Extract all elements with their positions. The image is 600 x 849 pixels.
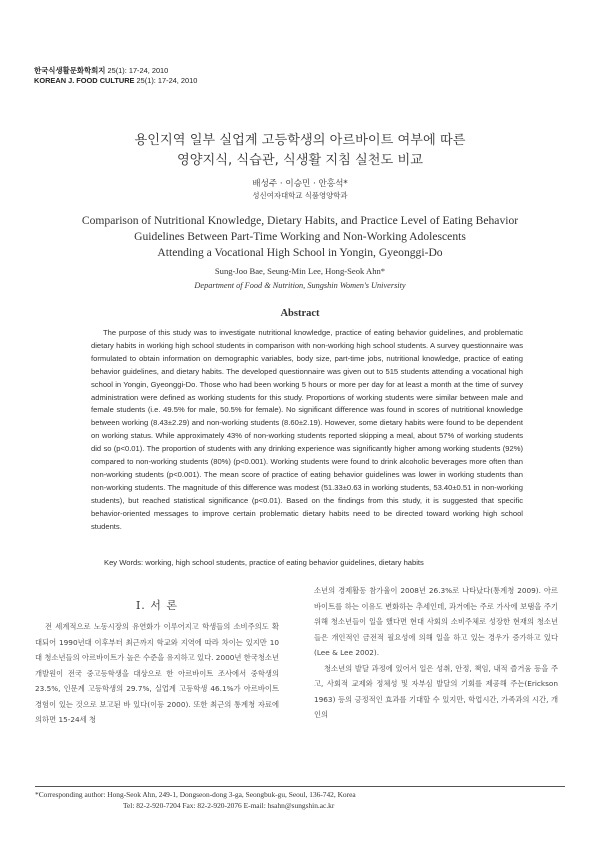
abstract-heading: Abstract — [280, 308, 320, 319]
keywords-label: Key Words: — [104, 558, 144, 567]
title-en-line3: Attending a Vocational High School in Yongin, Gyeonggi-Do — [157, 246, 443, 259]
title-ko-line2: 영양지식, 식습관, 식생활 지침 실천도 비교 — [177, 153, 423, 168]
title-en-line2: Guidelines Between Part-Time Working and Non-Working Adolescents — [134, 230, 466, 243]
title-ko — [40, 131, 560, 171]
keywords-text: working, high school students, practice of eating behavior guidelines, dietary habits — [145, 558, 424, 567]
intro-paragraph-2: 청소년의 발달 과정에 있어서 일은 성취, 안정, 책임, 내적 즐거움 등을 주고, 사회적 교제와 정체성 및 자부심 발달의 기회를 제공해 주는(Erickson 1963) 등의 긍정적인 효과를 기대할 수 있지만, 학업시간, 가족과의 시간, 개인의 — [314, 663, 558, 719]
journal-header-ko — [34, 66, 168, 75]
journal-citation-en: 25(1): 17-24, 2010 — [136, 76, 198, 85]
footnote-line2: Tel: 82-2-920-7204 Fax: 82-2-920-2076 E-mail: hsahn@sungshin.ac.kr — [123, 801, 335, 810]
keywords — [104, 558, 424, 567]
footnote-divider — [35, 786, 565, 787]
authors-ko: 배성주 · 이승민 · 안홍석* — [252, 179, 348, 189]
journal-citation-ko: 25(1): 17-24, 2010 — [107, 66, 169, 75]
journal-name-ko: 한국식생활문화학회지 — [34, 66, 106, 75]
intro-paragraph-1: 전 세계적으로 노동시장의 유연화가 이루어지고 학생들의 소비주의도 확대되어 1990년대 이후부터 최근까지 학교와 지역에 따라 차이는 있지만 10대 청소년들의 아르바이트가 높은 수준을 유지하고 있다. 2000년 한국청소년개발원이 전국 중고등학생을 대상으로 한 아르바이트 조사에서 중학생의 23.5%, 인문계 고등학생의 29.7%, 실업계 고등학생 46.1%가 아르바이트 경험이 있는 것으로 보고된 바 있다(이등 2000). 또한 최근의 통계청 자료에 의하면 15-24세 청 — [35, 622, 279, 724]
affiliation-ko: 성신여자대학교 식품영양학과 — [252, 191, 348, 200]
section-heading-introduction: I. 서 론 — [135, 599, 179, 612]
title-ko-line1: 용인지역 일부 실업계 고등학생의 아르바이트 여부에 따른 — [134, 133, 466, 148]
abstract-body: The purpose of this study was to investigate nutritional knowledge, practice of eating behavior guidelines, and problematic dietary habits in working high school students in comparison with non-working high school students. A survey questionnaire was formulated to obtain information on demographic variables, body size, part-time jobs, nutritional knowledge, practice of eating behavior guidelines, and dietary habits. The developed questionnaire was given out to 515 students attending a vocational high school in Yongin, Gyeonggi-Do. Those who had been working 5 hours or more per day for at least a month at the time of survey administration were defined as working students for this study. Proportions of working students were similar between male and female students (i.e. 49.5% for male, 50.5% for female). No significant difference was found in scores of nutritional knowledge between working (8.43±2.29) and non-working students (8.60±2.19). However, some dietary habits were found to be dependent on working status. While approximately 43% of non-working students reported skipping a meal, about 57% of working students did so (p<0.01). The proportion of students with any drinking experience was significantly higher among working students (92%) compared to non-working students (80%) (p<0.001). Working students were found to drink alcoholic beverages more often than non-working students (p<0.001). The mean score of practice of eating behavior guidelines was lower in working students than non-working students. The magnitude of this difference was modest (51.33±0.63 in working students, 53.40±0.51 in non-working students), but reached statistical significance (p<0.01). Based on the findings from this study, it is suggested that specific behavior-oriented messages to improve certain problematic dietary habits need to be directed toward working high school students. — [91, 328, 523, 531]
left-column — [35, 619, 279, 728]
right-column — [314, 583, 558, 723]
authors-en: Sung-Joo Bae, Seung-Min Lee, Hong-Seok Ahn* — [214, 266, 386, 276]
footnote-line1: *Corresponding author: Hong-Seok Ahn, 249-1, Dongseon-dong 3-ga, Seongbuk-gu, Seoul, 136-742, Korea — [35, 790, 356, 799]
title-en-line1: Comparison of Nutritional Knowledge, Dietary Habits, and Practice Level of Eating Behavior — [81, 214, 519, 227]
affiliation-en: Department of Food & Nutrition, Sungshin Women's University — [194, 281, 406, 290]
journal-header-en — [34, 76, 197, 85]
title-en — [30, 213, 570, 261]
journal-name-en: KOREAN J. FOOD CULTURE — [34, 76, 135, 85]
intro-paragraph-1-cont: 소년의 경제활동 참가율이 2008년 26.3%로 나타났다(통계청 2009). 아르바이트를 하는 이유도 변화하는 추세인데, 과거에는 주로 가사에 보탬을 주기 위해 청소년들이 일을 했다면 현대 사회의 소비주체로 성장한 현재의 청소년들은 개인적인 금전적 필요성에 의해 일을 하고 있는 경우가 증가하고 있다(Lee & Lee 2002). — [314, 586, 558, 657]
